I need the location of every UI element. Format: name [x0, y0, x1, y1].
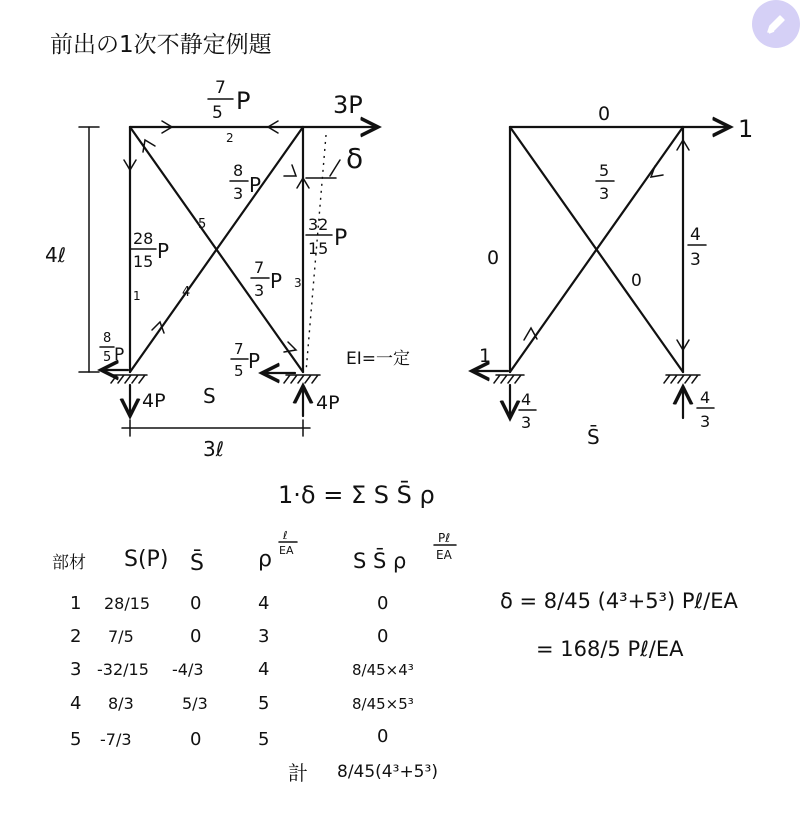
header-rho: ρ [258, 547, 272, 572]
cell-ssr: 8/45×4³ [352, 661, 414, 679]
ei-note: EI=一定 [346, 349, 410, 369]
cell-member: 2 [70, 626, 82, 647]
cell-rho: 5 [258, 693, 270, 714]
right-support-hatch [664, 375, 700, 383]
cell-ssr: 8/45×5³ [352, 695, 414, 713]
top-force-unit: P [236, 87, 251, 115]
right-react-h-den: 5 [234, 362, 244, 380]
cell-sbar: 0 [190, 729, 202, 750]
table-row [70, 626, 388, 647]
left-vertical-num: 28 [133, 229, 154, 248]
header-s: S(P) [124, 547, 169, 572]
right-truss [472, 103, 753, 449]
member-no-1: 1 [133, 289, 141, 303]
cell-member: 5 [70, 729, 82, 750]
left-truss-name: S [203, 384, 216, 408]
delta-leader [330, 160, 340, 176]
total-label: 計 [288, 761, 308, 785]
table-row [70, 659, 414, 680]
table-row [70, 593, 388, 614]
diag-b-unit: P [270, 269, 283, 293]
diag-a-num: 8 [233, 161, 244, 180]
right-vertical-den: 15 [308, 239, 329, 258]
left-react-h-label: 1 [479, 345, 492, 367]
arrow-mark [284, 165, 296, 176]
cell-s: 28/15 [104, 594, 151, 613]
cell-ssr: 0 [377, 626, 389, 647]
cell-sbar: 0 [190, 593, 202, 614]
cell-s: -32/15 [97, 660, 149, 679]
right-react-v-num: 4 [700, 388, 711, 407]
header-ssr-den: EA [436, 548, 452, 562]
cell-ssr: 0 [377, 726, 389, 747]
cell-ssr: 0 [377, 593, 389, 614]
right-react-v-label: 4P [316, 392, 340, 414]
right-react-v-den: 3 [700, 412, 711, 431]
cell-member: 4 [70, 693, 82, 714]
total-value: 8/45(4³+5³) [337, 762, 438, 782]
result-line-1: δ = 8/45 (4³+5³) Pℓ/EA [500, 589, 738, 613]
header-ssr: S S̄ ρ [353, 549, 407, 573]
cell-member: 1 [70, 593, 82, 614]
cell-rho: 5 [258, 729, 270, 750]
table-row [70, 693, 414, 714]
diag-b-den: 3 [254, 281, 265, 300]
diag-a-den: 3 [599, 184, 610, 203]
cell-s: -7/3 [100, 730, 132, 749]
delta-label: δ [346, 142, 364, 175]
cell-sbar: -4/3 [172, 660, 204, 679]
header-sbar: S̄ [190, 551, 204, 576]
top-member-value: 0 [598, 103, 611, 125]
left-react-v-label: 4P [142, 390, 166, 412]
table-row [70, 726, 388, 750]
cell-sbar: 0 [190, 626, 202, 647]
arrow-mark [651, 166, 663, 177]
left-react-v-den: 3 [521, 413, 532, 432]
left-react-v-num: 4 [521, 390, 532, 409]
top-force-num: 7 [215, 78, 226, 98]
member-no-2: 2 [226, 131, 234, 145]
top-force-den: 5 [212, 103, 223, 123]
member-table [52, 529, 456, 785]
cell-member: 3 [70, 659, 82, 680]
left-support-hatch [111, 375, 147, 383]
applied-load-label: 3P [333, 91, 363, 119]
cell-s: 8/3 [108, 694, 134, 713]
header-rho-num: ℓ [283, 529, 288, 542]
unit-load-label: 1 [738, 115, 754, 143]
right-vertical-den: 3 [690, 250, 701, 270]
arrow-mark [143, 140, 155, 152]
right-vertical-unit: P [334, 226, 348, 251]
diag-a-den: 3 [233, 184, 244, 203]
left-react-h-num: 8 [103, 331, 112, 346]
pencil-icon [763, 11, 789, 37]
right-react-h-num: 7 [234, 340, 244, 358]
width-label: 3ℓ [203, 437, 224, 461]
cell-s: 7/5 [108, 627, 134, 646]
virtual-work-equation: 1·δ = Σ S S̄ ρ [278, 481, 435, 509]
header-member: 部材 [52, 553, 86, 573]
diag-b-num: 7 [254, 258, 265, 277]
result-line-2: = 168/5 Pℓ/EA [536, 637, 684, 661]
left-support-hatch [494, 375, 524, 383]
header-rho-den: EA [279, 544, 294, 557]
cell-rho: 4 [258, 659, 270, 680]
member-no-4: 4 [182, 285, 191, 300]
diag-a-unit: P [249, 173, 262, 197]
left-vertical-value: 0 [487, 247, 500, 269]
left-vertical-den: 15 [133, 252, 154, 271]
height-label: 4ℓ [45, 243, 66, 267]
cell-rho: 3 [258, 626, 270, 647]
edit-button[interactable] [752, 0, 800, 48]
left-react-h-den: 5 [103, 350, 112, 365]
left-vertical-unit: P [157, 239, 170, 263]
left-react-h-unit: P [114, 345, 125, 365]
right-support-hatch [284, 375, 320, 383]
member-no-3: 3 [294, 276, 302, 290]
page-title: 前出の1次不静定例題 [50, 32, 272, 58]
left-truss [45, 78, 410, 461]
cell-rho: 4 [258, 593, 270, 614]
right-react-h-unit: P [248, 349, 261, 373]
right-vertical-num: 32 [308, 215, 329, 234]
diag-a-num: 5 [599, 161, 610, 180]
right-truss-name: S̄ [587, 425, 600, 449]
member-no-5: 5 [198, 217, 207, 232]
diag-b-value: 0 [631, 271, 642, 291]
header-ssr-num: Pℓ [438, 531, 451, 545]
cell-sbar: 5/3 [182, 694, 208, 713]
right-vertical-num: 4 [690, 225, 701, 245]
